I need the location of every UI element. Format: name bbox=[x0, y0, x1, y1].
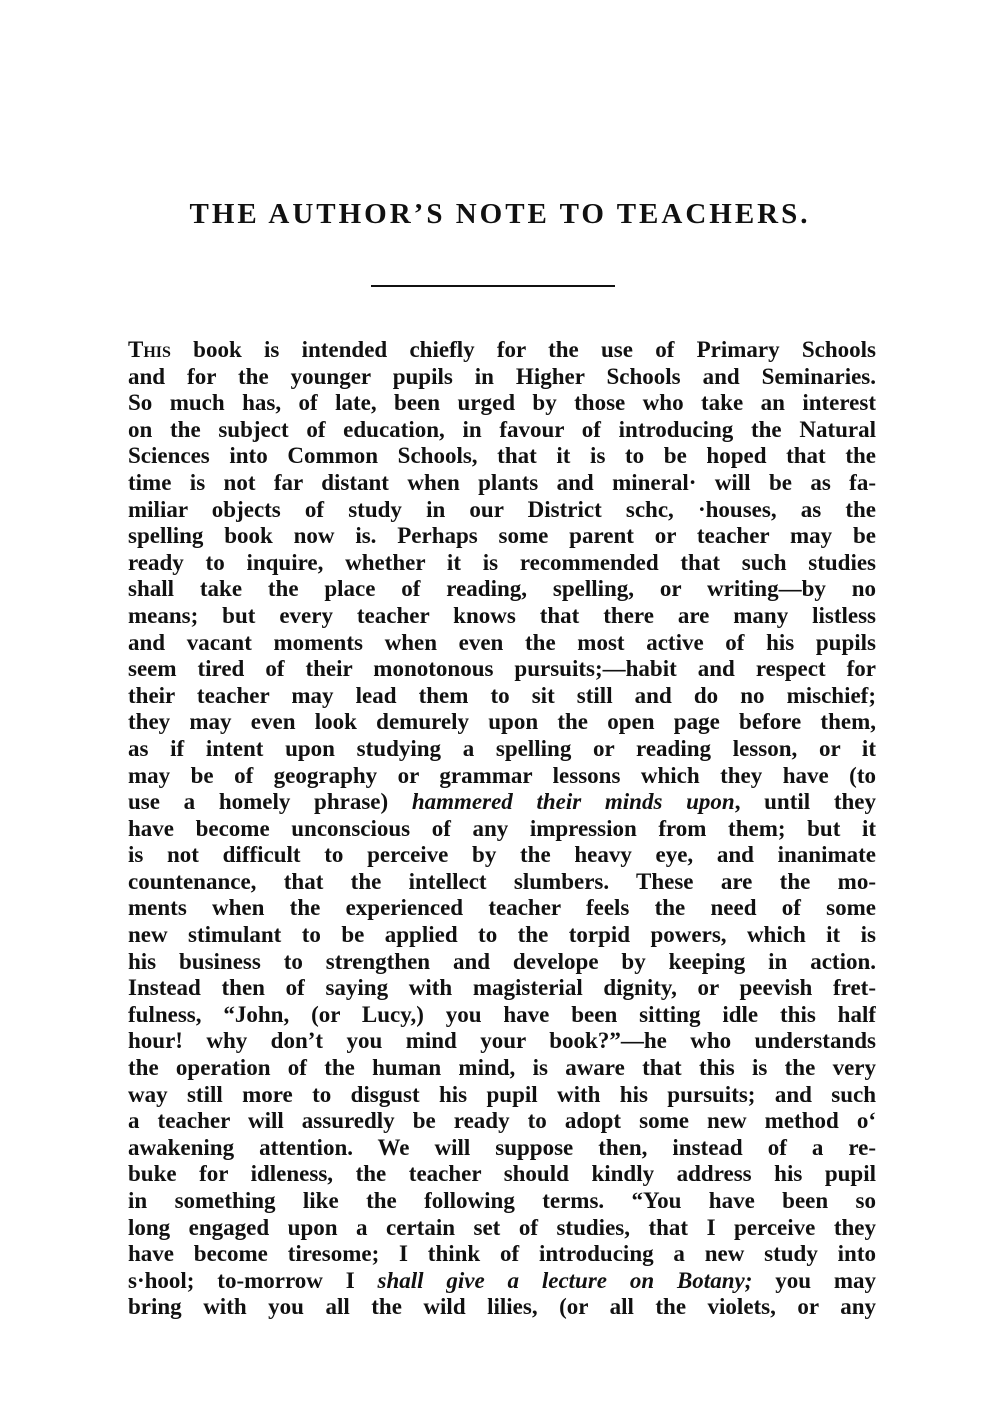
text-line: they may even look demurely upon the open page before them, bbox=[128, 709, 876, 735]
text-line: new stimulant to be applied to the torpid powers, which it is bbox=[128, 922, 876, 948]
text-line: s·hool; to-morrow I shall give a lecture on Botany; you may bbox=[128, 1267, 876, 1293]
text-line: miliar objects of study in our District schc, ·houses, as the bbox=[128, 496, 876, 522]
text-line: ready to inquire, whether it is recommended that such studies bbox=[128, 549, 876, 575]
page-title: THE AUTHOR’S NOTE TO TEACHERS. bbox=[189, 198, 811, 230]
text-line: and for the younger pupils in Higher Schools and Seminaries. bbox=[128, 363, 876, 389]
text-line: way still more to disgust his pupil with his pursuits; and such bbox=[128, 1081, 876, 1107]
text-line: their teacher may lead them to sit still and do no mischief; bbox=[128, 682, 876, 708]
text-line: bring with you all the wild lilies, (or all the violets, or any bbox=[128, 1294, 876, 1320]
text-line: Sciences into Common Schools, that it is to be hoped that the bbox=[128, 443, 876, 469]
text-line: awakening attention. We will suppose then, instead of a re- bbox=[128, 1134, 876, 1160]
text-line: seem tired of their monotonous pursuits;—habit and respect for bbox=[128, 656, 876, 682]
text-line: a teacher will assuredly be ready to adopt some new method o‘ bbox=[128, 1108, 876, 1134]
text-line: This book is intended chiefly for the use of Primary Schools bbox=[128, 337, 876, 362]
text-line: long engaged upon a certain set of studies, that I perceive they bbox=[128, 1214, 876, 1240]
text-line: spelling book now is. Perhaps some parent or teacher may be bbox=[128, 523, 876, 549]
body-paragraph bbox=[128, 337, 876, 1321]
text-line: is not difficult to perceive by the heavy eye, and inanimate bbox=[128, 842, 876, 868]
text-line: use a homely phrase) hammered their minds upon, until they bbox=[128, 789, 876, 815]
text-line: countenance, that the intellect slumbers. These are the mo- bbox=[128, 868, 876, 894]
text-line: in something like the following terms. “You have been so bbox=[128, 1188, 876, 1213]
title-divider bbox=[371, 285, 615, 287]
text-line: means; but every teacher knows that there are many listless bbox=[128, 602, 876, 628]
text-line: as if intent upon studying a spelling or reading lesson, or it bbox=[128, 735, 876, 761]
text-line: fulness, “John, (or Lucy,) you have been sitting idle this half bbox=[128, 1001, 876, 1027]
text-line: Instead then of saying with magisterial dignity, or peevish fret- bbox=[128, 975, 876, 1001]
text-line: on the subject of education, in favour of introducing the Natural bbox=[128, 416, 876, 442]
text-line: his business to strengthen and develope by keeping in action. bbox=[128, 948, 876, 974]
text-line: have become tiresome; I think of introducing a new study into bbox=[128, 1241, 876, 1267]
text-line: and vacant moments when even the most active of his pupils bbox=[128, 629, 876, 655]
text-line: time is not far distant when plants and mineral· will be as fa- bbox=[128, 469, 876, 495]
text-line: So much has, of late, been urged by those who take an interest bbox=[128, 390, 876, 416]
text-line: have become unconscious of any impression from them; but it bbox=[128, 815, 876, 841]
italic-phrase: hammered their minds upon bbox=[411, 789, 735, 815]
opening-word: This bbox=[128, 337, 171, 362]
italic-phrase: shall give a lecture on Botany; bbox=[377, 1267, 753, 1293]
text-line: hour! why don’t you mind your book?”—he who understands bbox=[128, 1028, 876, 1054]
text-line: may be of geography or grammar lessons which they have (to bbox=[128, 762, 876, 788]
text-line: shall take the place of reading, spelling, or writing—by no bbox=[128, 576, 876, 602]
text-line: the operation of the human mind, is aware that this is the very bbox=[128, 1055, 876, 1081]
text-line: buke for idleness, the teacher should kindly address his pupil bbox=[128, 1161, 876, 1187]
text-line: ments when the experienced teacher feels the need of some bbox=[128, 895, 876, 921]
